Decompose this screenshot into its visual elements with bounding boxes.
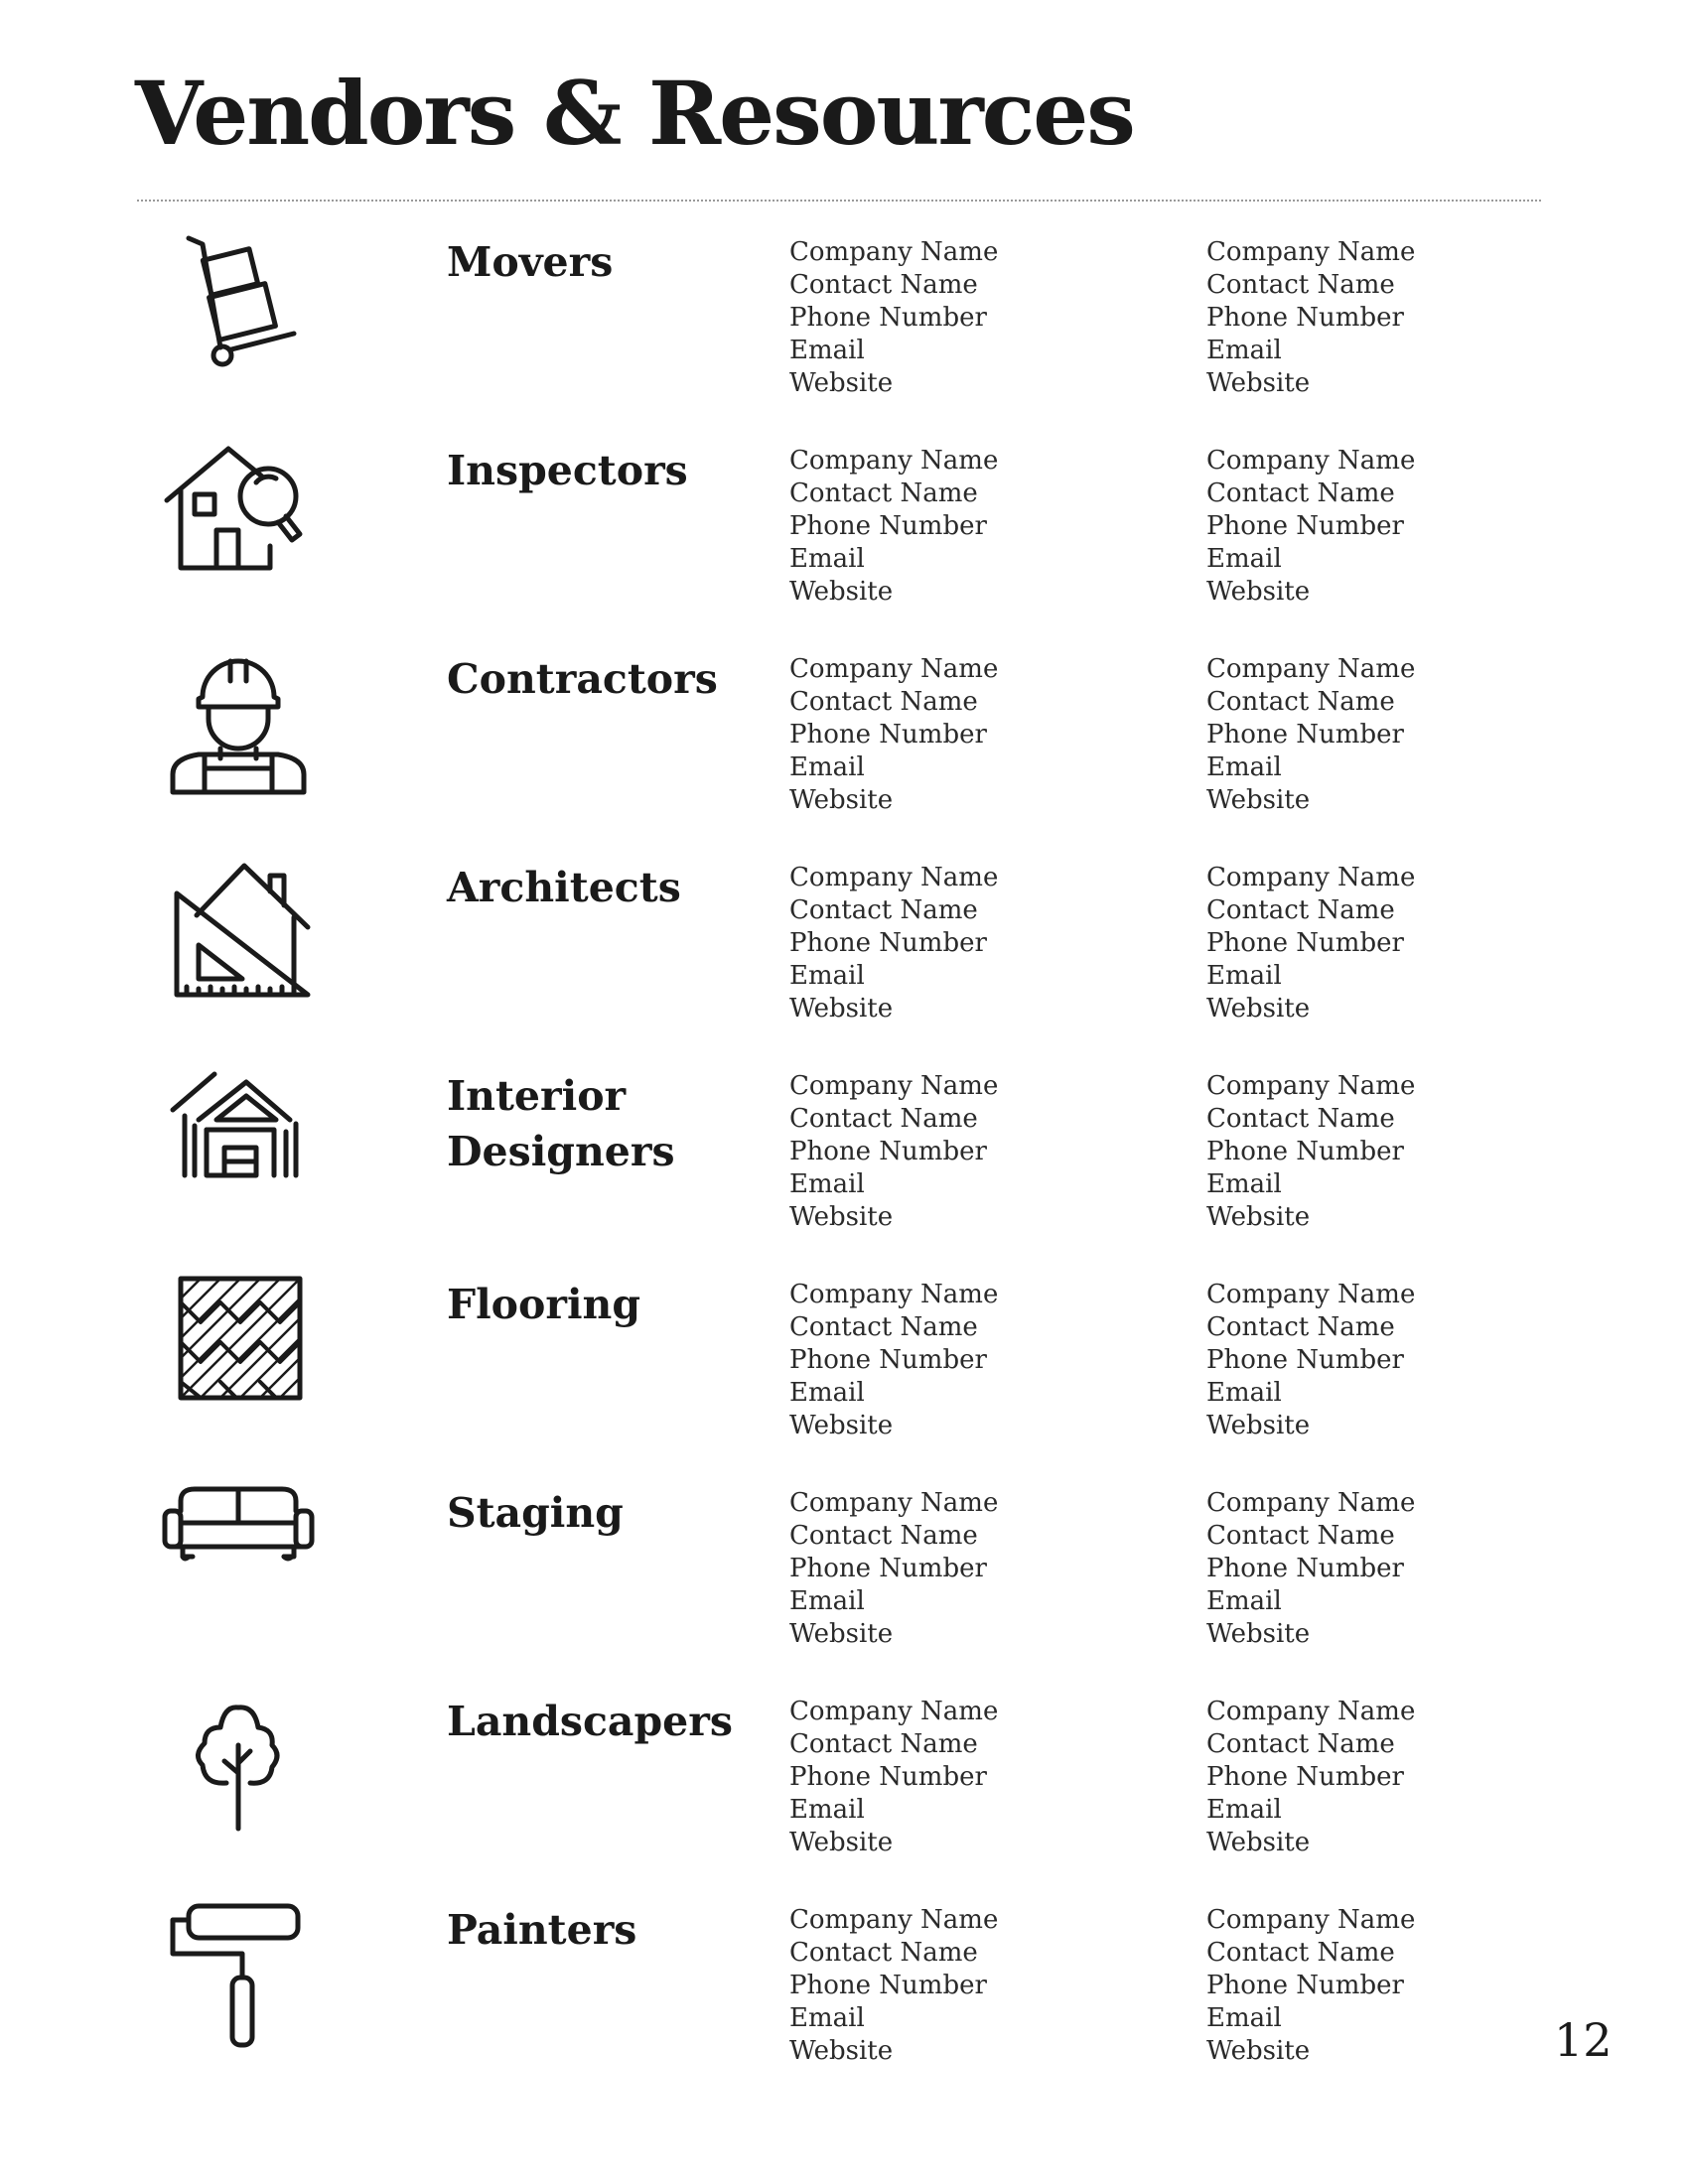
- website: Website: [1206, 368, 1311, 398]
- company-name: Company Name: [789, 1071, 999, 1101]
- email: Email: [1206, 961, 1282, 991]
- contact-name: Contact Name: [789, 1104, 978, 1134]
- contact-name: Contact Name: [1206, 1729, 1395, 1759]
- vendor-entry-1: [789, 1487, 1177, 1651]
- contact-name: Contact Name: [1206, 270, 1395, 300]
- contact-name: Contact Name: [1206, 1104, 1395, 1134]
- vendor-entry-2: [1206, 1279, 1594, 1442]
- hand-truck-icon: [159, 230, 318, 389]
- phone-number: Phone Number: [789, 928, 987, 958]
- company-name: Company Name: [1206, 863, 1416, 892]
- category-label: Contractors: [447, 655, 718, 703]
- page-title: Vendors & Resources: [135, 62, 1134, 165]
- company-name: Company Name: [789, 1697, 999, 1726]
- title-divider: [137, 200, 1541, 202]
- category-label: Architects: [447, 864, 681, 911]
- phone-number: Phone Number: [789, 1345, 987, 1375]
- email: Email: [1206, 1586, 1282, 1616]
- vendor-entry-1: [789, 862, 1177, 1025]
- email: Email: [789, 544, 865, 574]
- phone-number: Phone Number: [789, 1762, 987, 1792]
- contact-name: Contact Name: [789, 1312, 978, 1342]
- herringbone-floor-icon: [159, 1273, 318, 1432]
- email: Email: [1206, 544, 1282, 574]
- phone-number: Phone Number: [1206, 1137, 1404, 1166]
- phone-number: Phone Number: [789, 720, 987, 750]
- vendor-entry-1: [789, 1070, 1177, 1234]
- website: Website: [1206, 1411, 1311, 1440]
- company-name: Company Name: [789, 1905, 999, 1935]
- phone-number: Phone Number: [1206, 928, 1404, 958]
- phone-number: Phone Number: [1206, 1345, 1404, 1375]
- contact-name: Contact Name: [789, 1729, 978, 1759]
- company-name: Company Name: [789, 446, 999, 476]
- email: Email: [1206, 1378, 1282, 1408]
- phone-number: Phone Number: [1206, 720, 1404, 750]
- contact-name: Contact Name: [1206, 1521, 1395, 1551]
- vendor-entry-1: [789, 1904, 1177, 2068]
- vendor-entry-2: [1206, 1696, 1594, 1859]
- email: Email: [1206, 1795, 1282, 1825]
- company-name: Company Name: [789, 1280, 999, 1309]
- contact-name: Contact Name: [1206, 895, 1395, 925]
- email: Email: [1206, 336, 1282, 365]
- company-name: Company Name: [1206, 1280, 1416, 1309]
- website: Website: [789, 1411, 894, 1440]
- vendor-row-staging: [0, 1481, 1688, 1690]
- website: Website: [789, 1619, 894, 1649]
- website: Website: [1206, 1828, 1311, 1857]
- company-name: Company Name: [1206, 237, 1416, 267]
- email: Email: [789, 752, 865, 782]
- email: Email: [1206, 752, 1282, 782]
- vendor-entry-1: [789, 236, 1177, 400]
- interior-design-house-icon: [159, 1064, 318, 1223]
- website: Website: [1206, 1619, 1311, 1649]
- email: Email: [789, 961, 865, 991]
- email: Email: [789, 1586, 865, 1616]
- email: Email: [789, 1378, 865, 1408]
- phone-number: Phone Number: [1206, 1971, 1404, 2000]
- vendor-row-architects: [0, 856, 1688, 1064]
- contact-name: Contact Name: [789, 478, 978, 508]
- contact-name: Contact Name: [789, 270, 978, 300]
- company-name: Company Name: [1206, 446, 1416, 476]
- vendor-row-interior-designers: [0, 1064, 1688, 1273]
- vendor-entry-2: [1206, 862, 1594, 1025]
- phone-number: Phone Number: [789, 1971, 987, 2000]
- paint-roller-icon: [159, 1898, 318, 2057]
- vendor-entry-2: [1206, 1070, 1594, 1234]
- category-label: Flooring: [447, 1281, 641, 1328]
- page-number: 12: [1554, 2013, 1613, 2067]
- vendor-entry-2: [1206, 653, 1594, 817]
- sofa-icon: [159, 1481, 318, 1640]
- company-name: Company Name: [1206, 654, 1416, 684]
- email: Email: [789, 2003, 865, 2033]
- category-label: Painters: [447, 1906, 637, 1954]
- phone-number: Phone Number: [789, 511, 987, 541]
- contact-name: Contact Name: [789, 895, 978, 925]
- website: Website: [789, 1828, 894, 1857]
- category-label: Movers: [447, 238, 614, 286]
- website: Website: [789, 994, 894, 1024]
- contact-name: Contact Name: [789, 687, 978, 717]
- phone-number: Phone Number: [789, 1137, 987, 1166]
- contact-name: Contact Name: [1206, 1312, 1395, 1342]
- email: Email: [789, 336, 865, 365]
- website: Website: [1206, 994, 1311, 1024]
- house-inspection-icon: [159, 439, 318, 598]
- email: Email: [1206, 1169, 1282, 1199]
- vendor-entry-1: [789, 653, 1177, 817]
- vendor-row-painters: [0, 1898, 1688, 2107]
- website: Website: [789, 1202, 894, 1232]
- contact-name: Contact Name: [1206, 478, 1395, 508]
- website: Website: [1206, 2036, 1311, 2066]
- website: Website: [789, 785, 894, 815]
- company-name: Company Name: [789, 654, 999, 684]
- vendor-row-inspectors: [0, 439, 1688, 647]
- email: Email: [789, 1169, 865, 1199]
- vendor-row-landscapers: [0, 1690, 1688, 1898]
- category-label: Interior Designers: [447, 1072, 675, 1175]
- vendor-entry-1: [789, 445, 1177, 609]
- company-name: Company Name: [789, 1488, 999, 1518]
- tree-icon: [159, 1690, 318, 1848]
- contractor-hardhat-icon: [159, 647, 318, 806]
- phone-number: Phone Number: [789, 303, 987, 333]
- company-name: Company Name: [789, 863, 999, 892]
- website: Website: [789, 577, 894, 607]
- vendor-row-contractors: [0, 647, 1688, 856]
- contact-name: Contact Name: [789, 1938, 978, 1968]
- contact-name: Contact Name: [789, 1521, 978, 1551]
- vendor-entry-2: [1206, 236, 1594, 400]
- phone-number: Phone Number: [1206, 303, 1404, 333]
- website: Website: [789, 2036, 894, 2066]
- website: Website: [1206, 785, 1311, 815]
- company-name: Company Name: [1206, 1697, 1416, 1726]
- vendor-entry-2: [1206, 1487, 1594, 1651]
- category-label: Staging: [447, 1489, 624, 1537]
- contact-name: Contact Name: [1206, 1938, 1395, 1968]
- architect-house-ruler-icon: [159, 856, 318, 1015]
- vendor-row-flooring: [0, 1273, 1688, 1481]
- vendor-entry-2: [1206, 1904, 1594, 2068]
- website: Website: [1206, 577, 1311, 607]
- email: Email: [1206, 2003, 1282, 2033]
- phone-number: Phone Number: [789, 1554, 987, 1583]
- website: Website: [789, 368, 894, 398]
- phone-number: Phone Number: [1206, 1554, 1404, 1583]
- contact-name: Contact Name: [1206, 687, 1395, 717]
- email: Email: [789, 1795, 865, 1825]
- vendor-entry-2: [1206, 445, 1594, 609]
- phone-number: Phone Number: [1206, 1762, 1404, 1792]
- vendor-row-movers: [0, 230, 1688, 439]
- phone-number: Phone Number: [1206, 511, 1404, 541]
- vendor-entry-1: [789, 1279, 1177, 1442]
- category-label: Inspectors: [447, 447, 688, 494]
- company-name: Company Name: [1206, 1071, 1416, 1101]
- company-name: Company Name: [1206, 1488, 1416, 1518]
- company-name: Company Name: [1206, 1905, 1416, 1935]
- vendor-entry-1: [789, 1696, 1177, 1859]
- website: Website: [1206, 1202, 1311, 1232]
- category-label: Landscapers: [447, 1698, 733, 1745]
- company-name: Company Name: [789, 237, 999, 267]
